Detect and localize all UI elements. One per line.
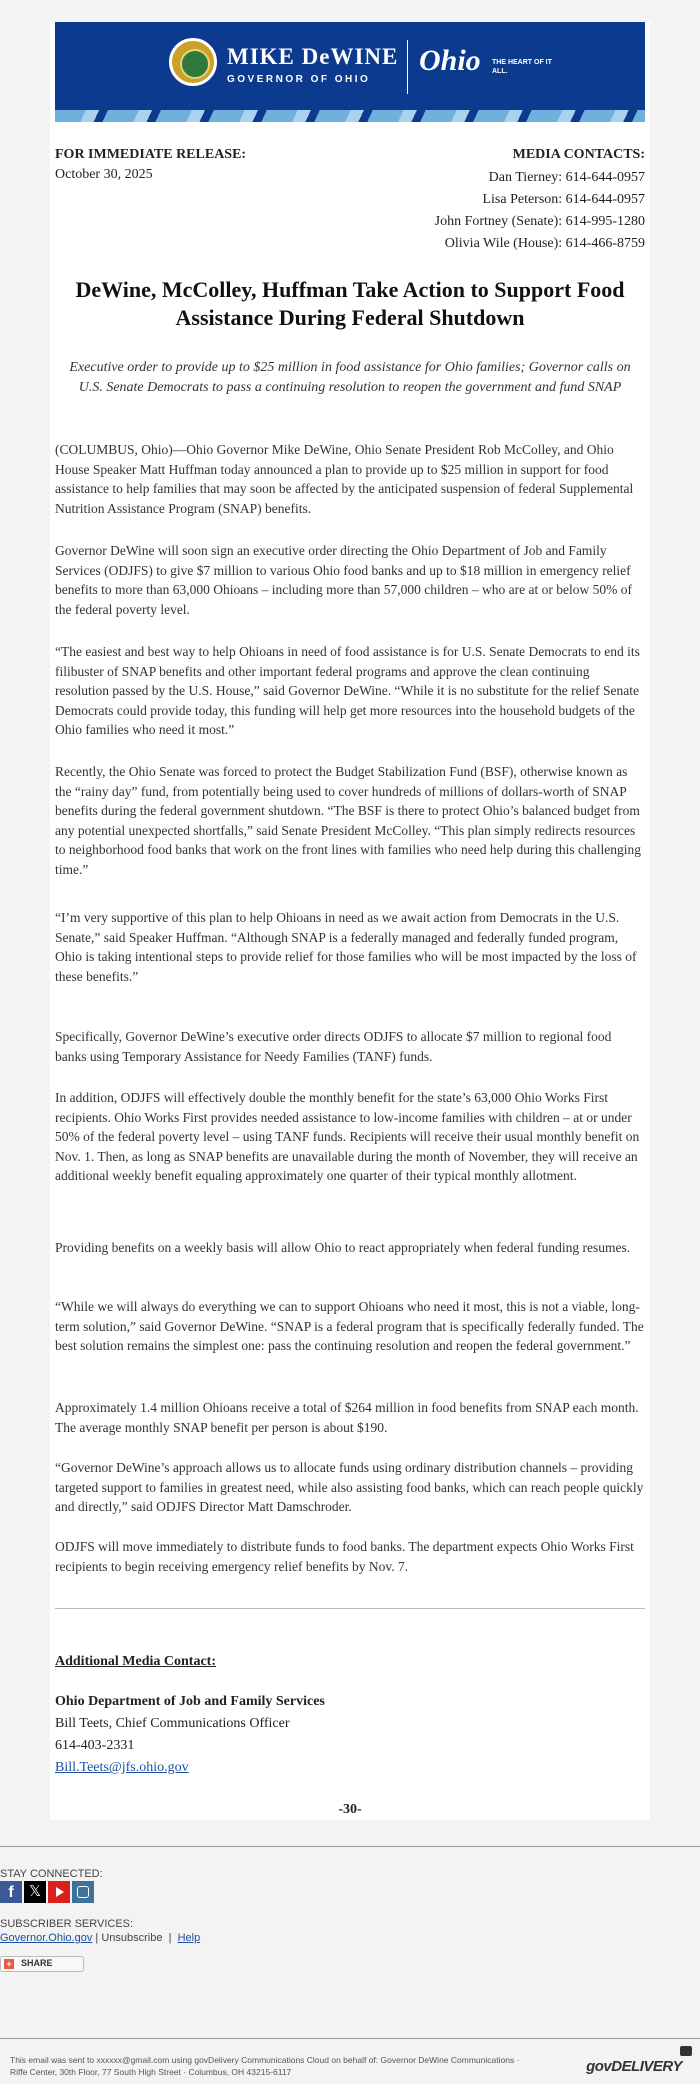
ohio-logo: Ohio xyxy=(419,44,481,77)
sent-notice: This email was sent to xxxxxx@gmail.com using govDelivery Communications Cloud on behalf of: Governor DeWine Communications · Riffe Center, 30th Floor, 77 South High Street · Columbus, OH 43215-6117 xyxy=(10,2055,520,2077)
body-paragraph: In addition, ODJFS will effectively double the monthly benefit for the state’s 63,000 Ohio Works First recipients. Ohio Works First provides needed assistance to low-income families with children – at or under 50% of the federal poverty level – using TANF funds. Recipients will receive their usual monthly benefit on Nov. 1. Then, as long as SNAP benefits are unavailable during the month of November, they will receive an additional weekly benefit equaling approximately one quarter of their typical monthly allotment. xyxy=(55,1090,640,1183)
body-paragraph: (COLUMBUS, Ohio)—Ohio Governor Mike DeWine, Ohio Senate President Rob McColley, and Ohio House Speaker Matt Huffman today announced a plan to provide up to $25 million in support for food assistance to help families that may soon be affected by the anticipated suspension of federal Supplemental Nutrition Assistance Program (SNAP) benefits. xyxy=(55,442,634,516)
media-contacts-label: MEDIA CONTACTS: xyxy=(512,147,645,162)
body-paragraph: “While we will always do everything we can to support Ohioans who need it most, this is not a viable, long-term solution,” said Governor DeWine. “SNAP is a federal program that is specifically federally funded. The best solution remains the simplest one: pass the continuing resolution and reopen the federal government.” xyxy=(55,1299,644,1353)
share-plus-icon: + xyxy=(4,1959,14,1969)
governor-name: MIKE DeWINE xyxy=(227,44,399,69)
contact-phone: 614-403-2331 xyxy=(55,1738,135,1753)
page-title: DeWine, McColley, Huffman Take Action to Support Food Assistance During Federal Shutdown xyxy=(75,277,625,330)
banner-stripes xyxy=(55,110,645,122)
footer-divider xyxy=(0,1846,700,1847)
release-label: FOR IMMEDIATE RELEASE: xyxy=(55,147,247,162)
body-paragraph: Recently, the Ohio Senate was forced to protect the Budget Stabilization Fund (BSF), otherwise known as the “rainy day” fund, from potentially being used to cover hundreds of millions of dollars-worth of SNAP benefits during the federal government shutdown. “The BSF is there to protect Ohio’s balanced budget from any potential unexpected shortfalls,” said Senate President McColley. “This plan simply redirects resources to neighborhood food banks that work on the front lines with families who need help during this challenging time.” xyxy=(55,764,642,877)
body-paragraph: “Governor DeWine’s approach allows us to allocate funds using ordinary distribution channels – providing targeted support to families in greatest need, while also assisting food banks, which can reach people quickly and directly,” said ODJFS Director Matt Damschroder. xyxy=(55,1460,644,1514)
govdelivery-logo[interactable]: govDELIVERY xyxy=(586,2058,682,2075)
youtube-icon[interactable] xyxy=(48,1881,70,1903)
link-separator: | xyxy=(162,1932,178,1944)
subscriber-services-label: SUBSCRIBER SERVICES: xyxy=(0,1918,134,1930)
share-label: SHARE xyxy=(21,1958,53,1968)
contact-line: John Fortney (Senate): 614-995-1280 xyxy=(434,214,645,229)
end-mark: -30- xyxy=(338,1802,362,1817)
x-icon[interactable]: 𝕏 xyxy=(24,1881,46,1903)
header-banner xyxy=(55,22,645,122)
contact-line: Lisa Peterson: 614-644-0957 xyxy=(482,192,645,207)
governor-site-link[interactable]: Governor.Ohio.gov xyxy=(0,1932,93,1944)
body-paragraph: Approximately 1.4 million Ohioans receive a total of $264 million in food benefits from SNAP each month. The average monthly SNAP benefit per person is about $190. xyxy=(55,1400,639,1435)
body-paragraph: Governor DeWine will soon sign an executive order directing the Ohio Department of Job and Family Services (ODJFS) to give $7 million to various Ohio food banks and up to $18 million in emergency relief benefits to more than 63,000 Ohioans – including more than 57,000 children – who are at or below 50% of the federal poverty level. xyxy=(55,543,632,617)
press-release-card xyxy=(50,22,650,1820)
body-paragraph: ODJFS will move immediately to distribute funds to food banks. The department expects Ohio Works First recipients to begin receiving emergency relief benefits by Nov. 7. xyxy=(55,1539,634,1574)
footer-divider-bottom xyxy=(0,2038,700,2039)
instagram-icon[interactable] xyxy=(72,1881,94,1903)
subscriber-links xyxy=(0,1932,200,1944)
link-separator: | xyxy=(92,1932,102,1944)
body-paragraph: Providing benefits on a weekly basis will allow Ohio to react appropriately when federal funding resumes. xyxy=(55,1240,631,1255)
subheadline: Executive order to provide up to $25 million in food assistance for Ohio families; Governor calls on U.S. Senate Democrats to pass a continuing resolution to reopen the government and fund SNAP xyxy=(69,360,631,395)
govdelivery-bubble-icon xyxy=(680,2046,692,2056)
share-button[interactable] xyxy=(0,1956,84,1972)
contact-person: Bill Teets, Chief Communications Officer xyxy=(55,1716,290,1731)
media-contacts-list xyxy=(435,167,645,255)
stay-connected-label: STAY CONNECTED: xyxy=(0,1868,103,1880)
additional-contact-heading: Additional Media Contact: xyxy=(55,1654,216,1669)
release-date: October 30, 2025 xyxy=(55,167,153,182)
body-paragraph: “I’m very supportive of this plan to help Ohioans in need as we await action from Democrats in the U.S. Senate,” said Speaker Huffman. “Although SNAP is a federally managed and federally funded program, Ohio is taking intentional steps to provide relief for those families who will be most impacted by the loss of these benefits.” xyxy=(55,910,637,984)
banner-divider xyxy=(407,40,408,94)
contact-line: Dan Tierney: 614-644-0957 xyxy=(488,170,645,185)
body-paragraph: “The easiest and best way to help Ohioans in need of food assistance is for U.S. Senate Democrats to end its filibuster of SNAP benefits and other important federal programs and approve the clean continuing resolution passed by the U.S. House,” said Governor DeWine. “While it is no substitute for the relief Senate Democrats could provide today, this funding will help get more resources into the household budgets of the Ohio families who need it most.” xyxy=(55,644,640,737)
facebook-icon[interactable]: f xyxy=(0,1881,22,1903)
contact-organization: Ohio Department of Job and Family Services xyxy=(55,1694,325,1709)
ohio-tagline: THE HEART OF IT ALL. xyxy=(492,59,552,75)
unsubscribe-link[interactable]: Unsubscribe xyxy=(101,1932,163,1944)
contact-email-link[interactable]: Bill.Teets@jfs.ohio.gov xyxy=(55,1760,189,1775)
governor-title: GOVERNOR OF OHIO xyxy=(227,74,371,85)
section-divider xyxy=(55,1608,645,1609)
body-paragraph: Specifically, Governor DeWine’s executive order directs ODJFS to allocate $7 million to regional food banks using Temporary Assistance for Needy Families (TANF) funds. xyxy=(55,1029,612,1064)
help-link[interactable]: Help xyxy=(177,1932,201,1944)
contact-line: Olivia Wile (House): 614-466-8759 xyxy=(444,236,645,251)
ohio-seal-icon xyxy=(169,38,217,86)
